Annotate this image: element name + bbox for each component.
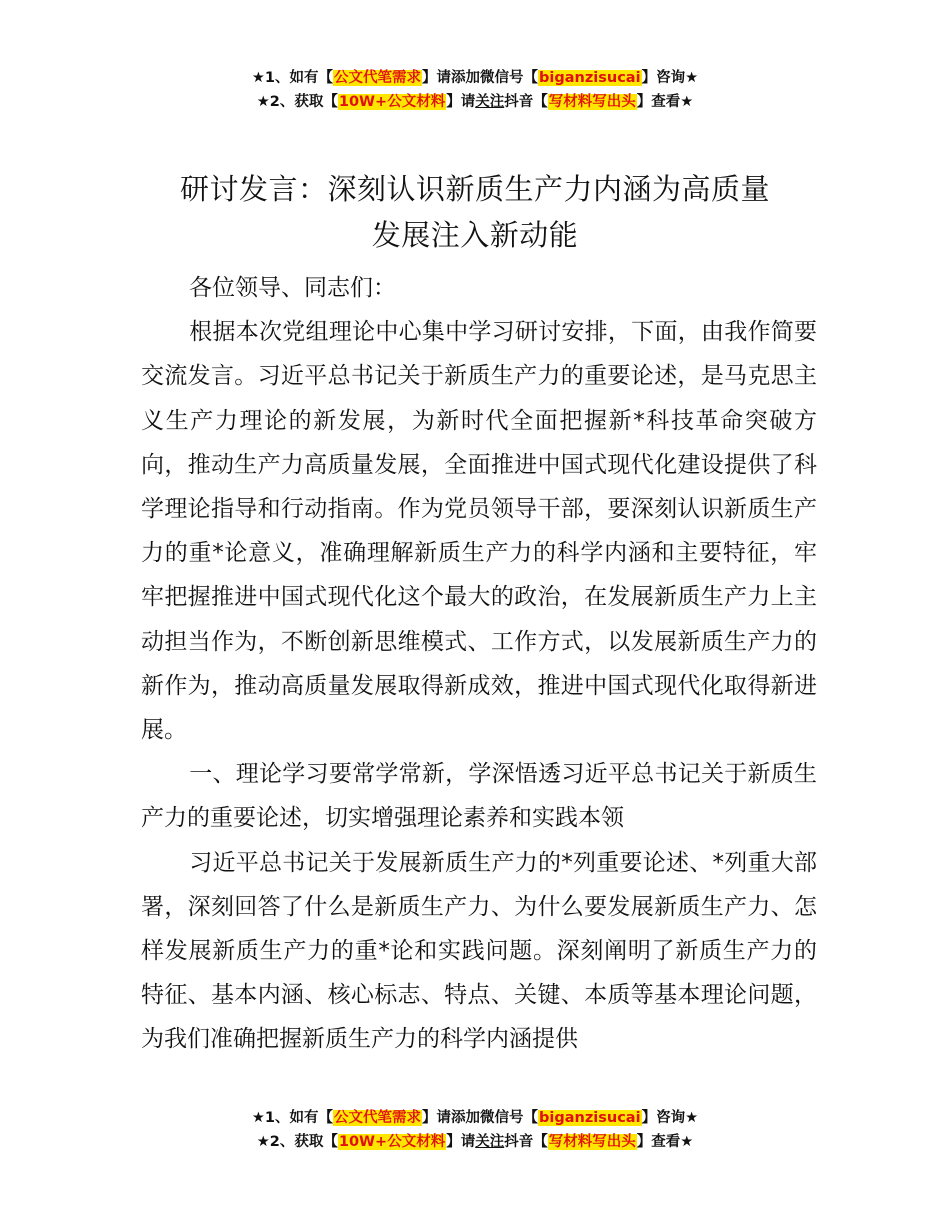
ad-text: 】请 [446,1134,476,1150]
title-line-2: 发展注入新动能 [371,218,579,252]
ad-highlight-service: 公文代笔需求 [334,70,422,86]
paragraph-text: 一、理论学习要常学常新，学深悟透习近平总书记关于新质生产力的重要论述，切实增强理论素养和实践本领 [141,761,817,832]
ad-text: 】请 [446,94,476,110]
ad-text: 】咨询★ [641,1110,699,1126]
ad-text: 】咨询★ [641,70,699,86]
ad-text: ★1、如有【 [251,70,334,86]
ad-text: 】查看★ [636,94,694,110]
ad-highlight-materials: 10W+公文材料 [338,1134,446,1150]
ad-text: ★1、如有【 [251,1110,334,1126]
header-ad-line-1 [0,66,950,90]
paragraph-salutation [141,266,817,310]
paragraph-intro [141,310,817,752]
ad-underlined-follow: 关注 [475,1134,505,1150]
paragraph-text: 各位领导、同志们： [189,275,396,301]
footer-ad-line-1 [0,1106,950,1130]
footer-ad-line-2 [0,1130,950,1154]
ad-text: 】请添加微信号【 [422,1110,539,1126]
ad-text: ★2、获取【 [256,94,338,110]
ad-highlight-wechat-id: biganzisucai [539,1110,641,1126]
ad-highlight-account: 写材料写出头 [548,1134,636,1150]
ad-highlight-materials: 10W+公文材料 [338,94,446,110]
paragraph-text: 根据本次党组理论中心集中学习研讨安排，下面，由我作简要交流发言。习近平总书记关于新质生产力的重要论述，是马克思主义生产力理论的新发展，为新时代全面把握新*科技革命突破方向，推动生产力高质量发展，全面推进中国式现代化建设提供了科学理论指导和行动指南。作为党员领导干部，要深刻认识新质生产力的重*论意义，准确理解新质生产力的科学内涵和主要特征，牢牢把握推进中国式现代化这个最大的政治，在发展新质生产力上主动担当作为，不断创新思维模式、工作方式，以发展新质生产力的新作为，推动高质量发展取得新成效，推进中国式现代化取得新进展。 [141,319,817,744]
header-ad-line-2 [0,90,950,114]
ad-text: 】查看★ [636,1134,694,1150]
ad-underlined-follow: 关注 [475,94,505,110]
ad-highlight-wechat-id: biganzisucai [539,70,641,86]
document-title [0,166,950,258]
paragraph-text: 习近平总书记关于发展新质生产力的*列重要论述、*列重大部署，深刻回答了什么是新质生产力、为什么要发展新质生产力、怎样发展新质生产力的重*论和实践问题。深刻阐明了新质生产力的特征、基本内涵、核心标志、特点、关键、本质等基本理论问题，为我们准确把握新质生产力的科学内涵提供 [141,849,817,1053]
ad-highlight-service: 公文代笔需求 [334,1110,422,1126]
ad-text: 抖音【 [504,94,548,110]
ad-text: 抖音【 [504,1134,548,1150]
ad-text: ★2、获取【 [256,1134,338,1150]
footer-ad [0,1106,950,1154]
document-body [141,266,817,1062]
paragraph-body [141,841,817,1062]
title-line-1: 研讨发言：深刻认识新质生产力内涵为高质量 [179,172,770,206]
ad-highlight-account: 写材料写出头 [548,94,636,110]
header-ad [0,66,950,114]
ad-text: 】请添加微信号【 [422,70,539,86]
paragraph-section-heading [141,752,817,840]
